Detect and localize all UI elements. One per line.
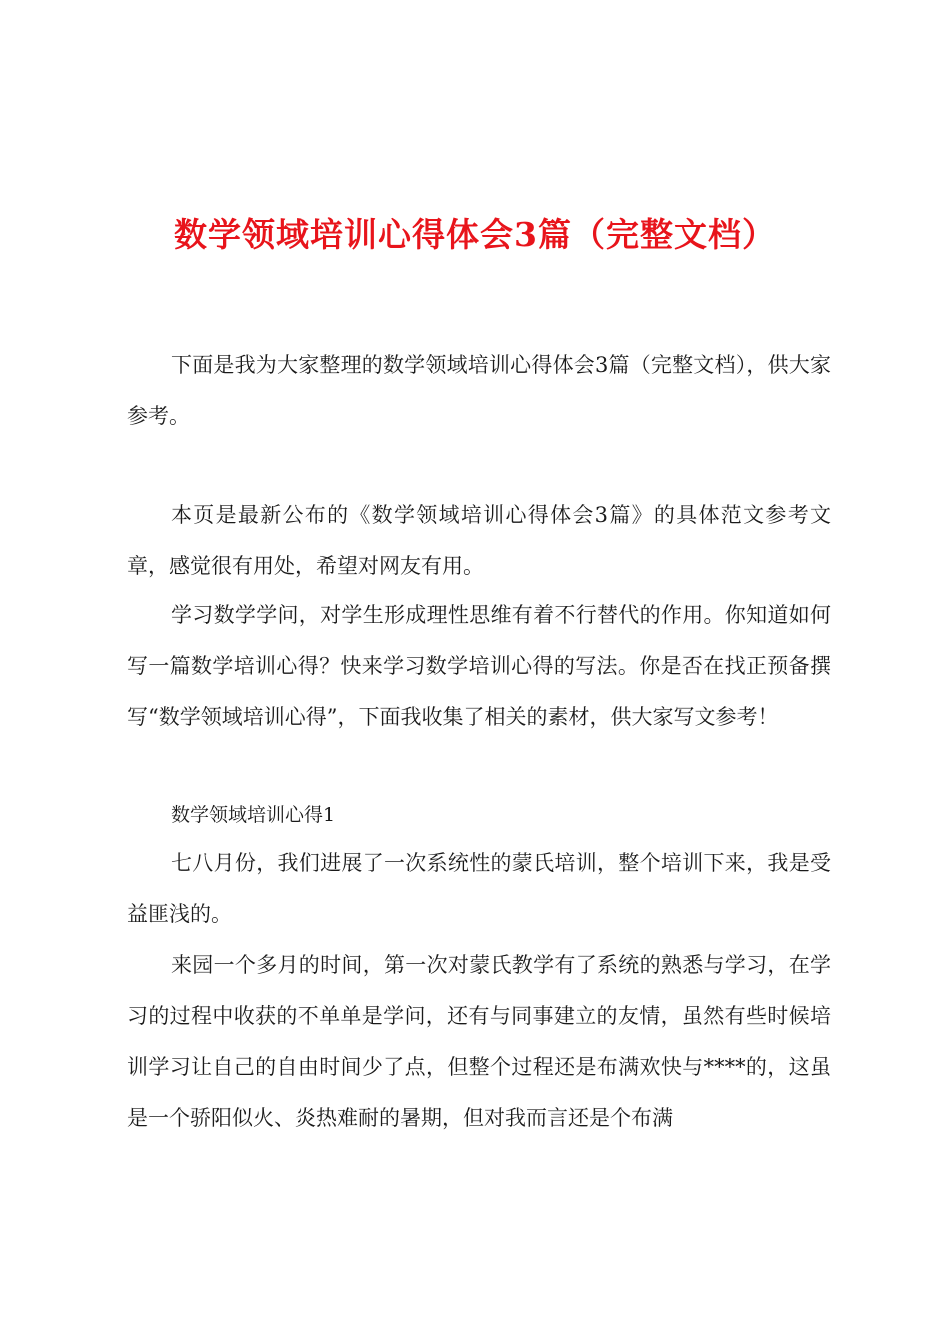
description-paragraph: 本页是最新公布的《数学领域培训心得体会3篇》的具体范文参考文章，感觉很有用处，希望对网友有用。: [127, 503, 831, 578]
body-paragraph-1: 七八月份，我们进展了一次系统性的蒙氏培训，整个培训下来，我是受益匪浅的。: [127, 851, 831, 926]
document-title: 数学领域培训心得体会3篇（完整文档）: [174, 215, 776, 254]
body-paragraph-2: 来园一个多月的时间，第一次对蒙氏教学有了系统的熟悉与学习，在学习的过程中收获的不单单是学问，还有与同事建立的友情，虽然有些时候培训学习让自己的自由时间少了点，但整个过程还是布满欢快与****的，这虽是一个骄阳似火、炎热难耐的暑期，但对我而言还是个布满: [127, 953, 831, 1130]
preface-paragraph: 学习数学学问，对学生形成理性思维有着不行替代的作用。你知道如何写一篇数学培训心得？快来学习数学培训心得的写法。你是否在找正预备撰写“数学领域培训心得”，下面我收集了相关的素材，供大家写文参考！: [127, 603, 831, 729]
intro-paragraph: 下面是我为大家整理的数学领域培训心得体会3篇（完整文档），供大家参考。: [127, 353, 831, 428]
section-heading: 数学领域培训心得1: [171, 804, 336, 826]
